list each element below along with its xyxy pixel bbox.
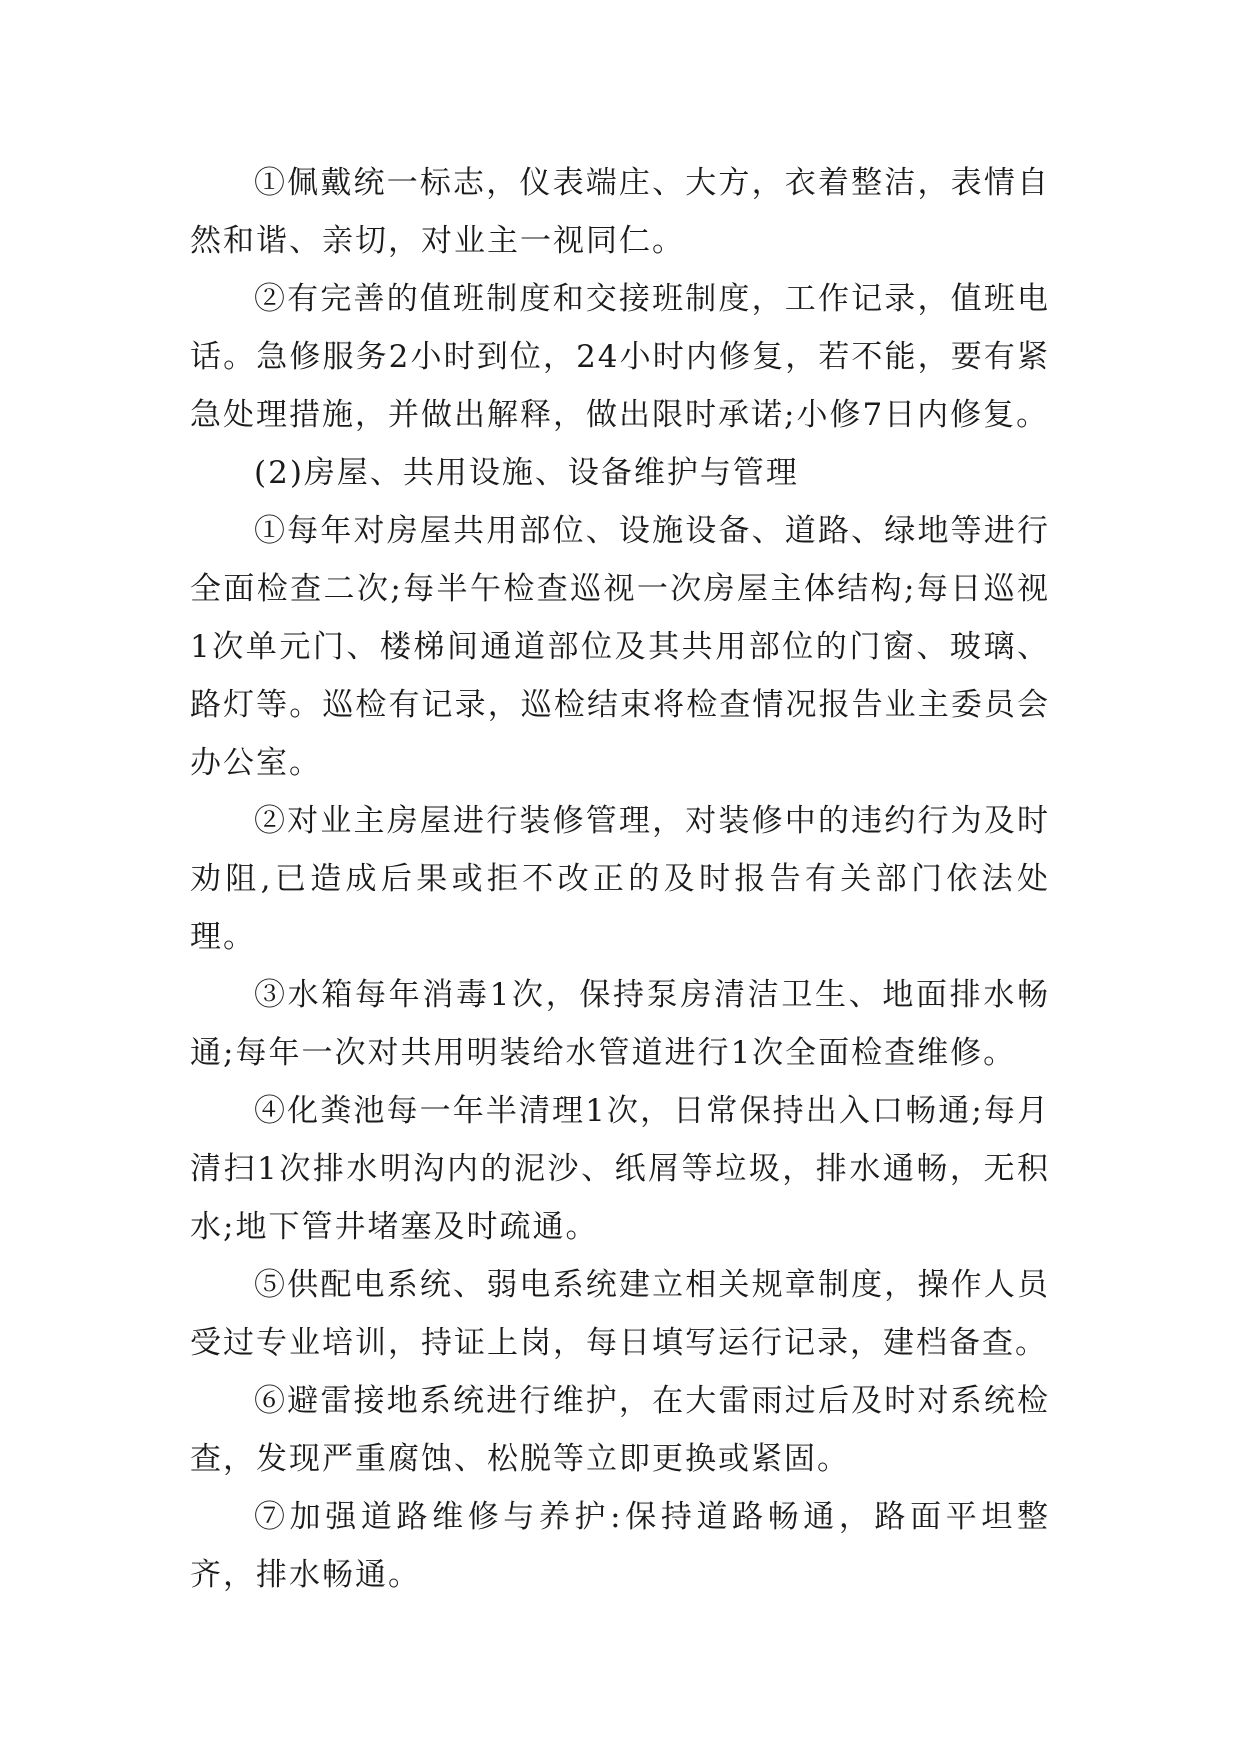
paragraph-water-tank: ③水箱每年消毒1次，保持泵房清洁卫生、地面排水畅通;每年一次对共用明装给水管道进行1次全面检查维修。 xyxy=(190,977,1050,1071)
paragraph-septic-tank: ④化粪池每一年半清理1次，日常保持出入口畅通;每月清扫1次排水明沟内的泥沙、纸屑等垃圾，排水通畅，无积水;地下管井堵塞及时疏通。 xyxy=(190,1093,1050,1245)
document-body xyxy=(190,154,1050,1604)
paragraph-power-system: ⑤供配电系统、弱电系统建立相关规章制度，操作人员受过专业培训，持证上岗，每日填写运行记录，建档备查。 xyxy=(190,1267,1050,1361)
paragraph-staff-appearance: ①佩戴统一标志，仪表端庄、大方，衣着整洁，表情自然和谐、亲切，对业主一视同仁。 xyxy=(190,165,1050,259)
section-heading-maintenance: (2)房屋、共用设施、设备维护与管理 xyxy=(254,455,799,491)
paragraph-duty-system: ②有完善的值班制度和交接班制度，工作记录，值班电话。急修服务2小时到位，24小时内修复，若不能，要有紧急处理措施，并做出解释，做出限时承诺;小修7日内修复。 xyxy=(190,281,1050,433)
paragraph-annual-inspection: ①每年对房屋共用部位、设施设备、道路、绿地等进行全面检查二次;每半午检查巡视一次房屋主体结构;每日巡视1次单元门、楼梯间通道部位及其共用部位的门窗、玻璃、路灯等。巡检有记录，巡检结束将检查情况报告业主委员会办公室。 xyxy=(190,513,1050,781)
paragraph-renovation-management: ②对业主房屋进行装修管理，对装修中的违约行为及时劝阻,已造成后果或拒不改正的及时报告有关部门依法处理。 xyxy=(190,803,1050,955)
paragraph-lightning-protection: ⑥避雷接地系统进行维护，在大雷雨过后及时对系统检查，发现严重腐蚀、松脱等立即更换或紧固。 xyxy=(190,1383,1050,1477)
paragraph-road-maintenance: ⑦加强道路维修与养护:保持道路畅通，路面平坦整齐，排水畅通。 xyxy=(190,1499,1050,1593)
